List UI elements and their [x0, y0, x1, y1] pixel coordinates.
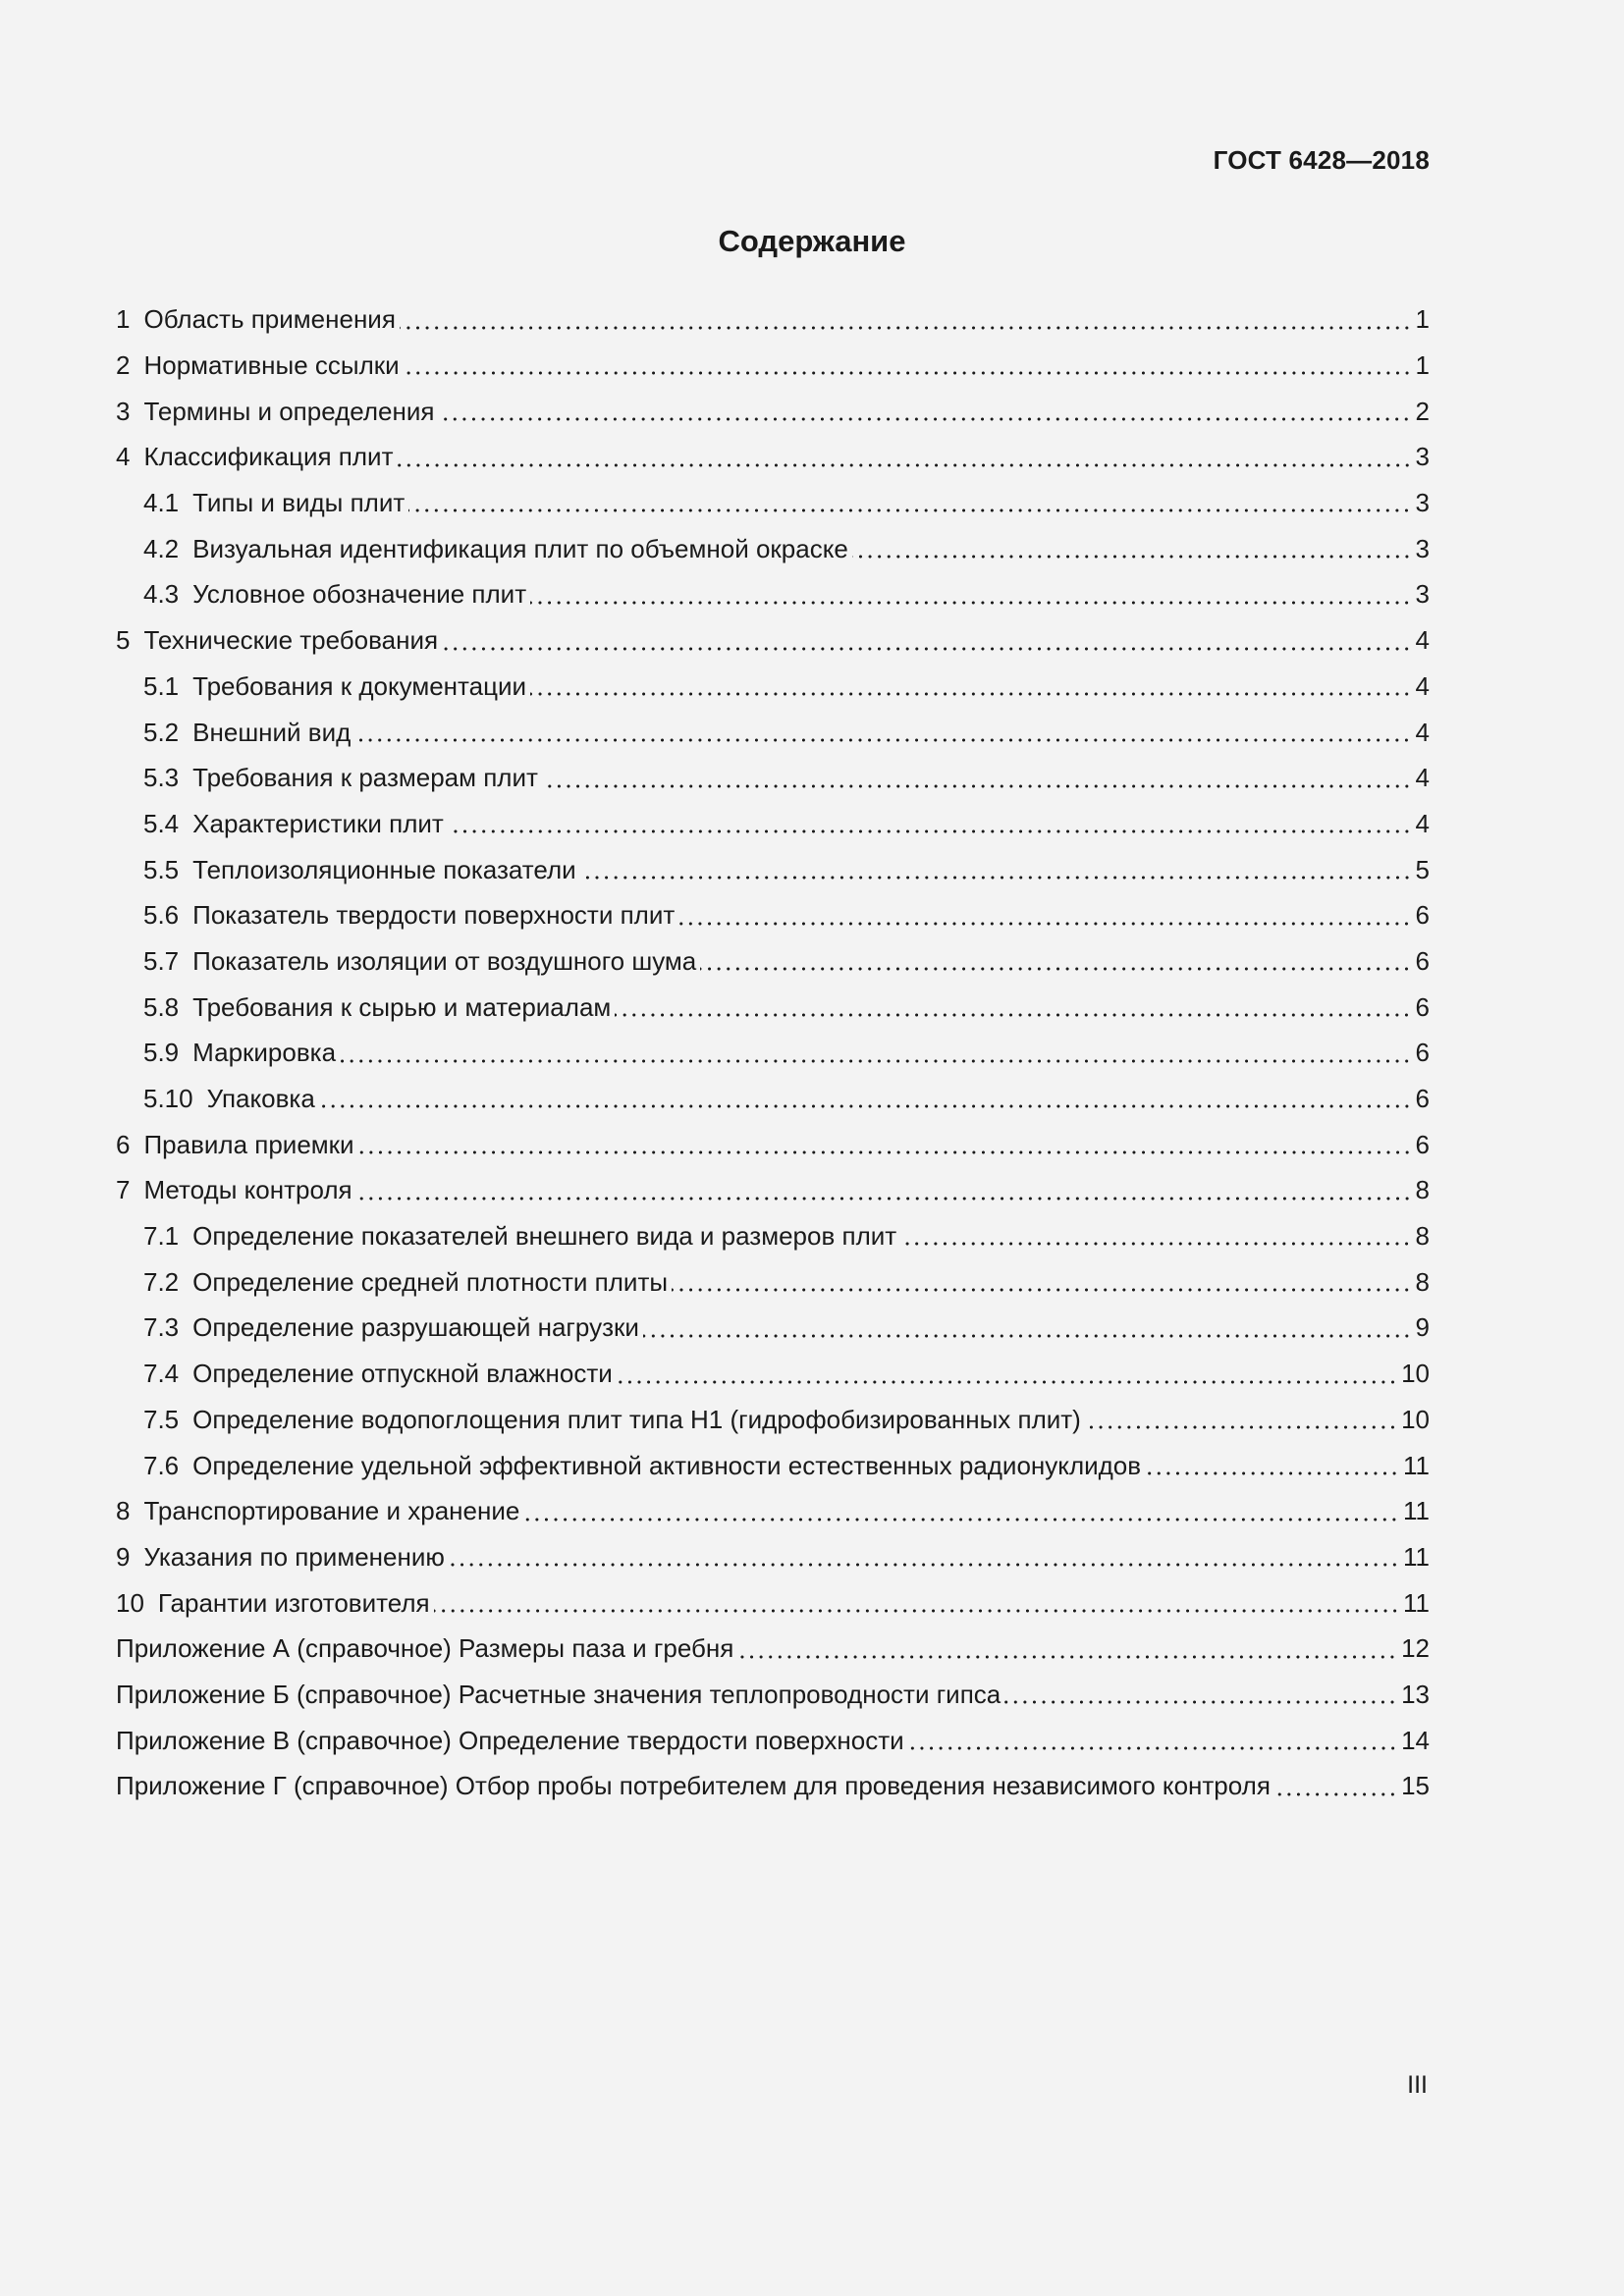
- toc-entry-page: 5: [1415, 854, 1430, 884]
- toc-entry-number: 7.1: [143, 1221, 180, 1252]
- toc-entry-page: 6: [1415, 900, 1430, 931]
- toc-entry: [116, 664, 1430, 710]
- toc-entry-label: Правила приемки: [143, 1129, 354, 1159]
- toc-entry-page: 1: [1415, 350, 1430, 381]
- dot-leader: [340, 1059, 1411, 1063]
- toc-entry: [116, 571, 1430, 617]
- dot-leader: [442, 647, 1411, 651]
- toc-entry-label: Методы контроля: [143, 1175, 352, 1205]
- toc-entry: [116, 1213, 1430, 1259]
- toc-entry-label: Нормативные ссылки: [143, 350, 400, 381]
- dot-leader: [737, 1655, 1397, 1659]
- toc-entry-page: 8: [1415, 1266, 1430, 1297]
- toc-entry-number: 5.8: [143, 991, 180, 1022]
- toc-entry-page: 10: [1401, 1359, 1430, 1389]
- toc-entry-page: 13: [1401, 1679, 1430, 1709]
- toc-entry-number: 3: [116, 396, 131, 426]
- toc-entry-page: 4: [1415, 670, 1430, 701]
- toc-entry-number: 5.3: [143, 763, 180, 793]
- toc-entry: [116, 709, 1430, 755]
- dot-leader: [1004, 1700, 1397, 1704]
- toc-entry-label: Приложение А (справочное) Размеры паза и гребня: [116, 1633, 734, 1664]
- toc-entry: [116, 480, 1430, 526]
- toc-entry-number: 5.7: [143, 945, 180, 976]
- toc-entry-page: 10: [1401, 1404, 1430, 1434]
- toc-entry-label: Требования к сырью и материалам: [192, 991, 612, 1022]
- toc-entry-number: 4.1: [143, 488, 180, 518]
- toc-entry-label: Термины и определения: [143, 396, 435, 426]
- toc-entry-label: Технические требования: [143, 625, 439, 656]
- toc-entry-page: 1: [1415, 304, 1430, 335]
- toc-entry-number: 4: [116, 442, 131, 472]
- dot-leader: [900, 1242, 1411, 1246]
- toc-entry-page: 3: [1415, 579, 1430, 610]
- toc-entry: [116, 892, 1430, 938]
- dot-leader: [354, 738, 1411, 742]
- toc-entry: [116, 1030, 1430, 1076]
- toc-entry-label: Определение разрушающей нагрузки: [192, 1312, 639, 1343]
- toc-entry-number: 7.5: [143, 1404, 180, 1434]
- toc-entry: [116, 1717, 1430, 1763]
- toc-entry-page: 3: [1415, 533, 1430, 563]
- dot-leader: [523, 1518, 1399, 1522]
- dot-leader: [438, 417, 1411, 421]
- toc-entry: [116, 434, 1430, 480]
- dot-leader: [678, 922, 1411, 926]
- dot-leader: [852, 555, 1412, 559]
- toc-entry-label: Упаковка: [206, 1084, 315, 1114]
- toc-entry-label: Характеристики плит: [192, 808, 444, 838]
- dot-leader: [449, 1563, 1399, 1567]
- toc-entry-label: Область применения: [143, 304, 396, 335]
- dot-leader: [434, 1609, 1399, 1613]
- toc-entry-label: Показатель твердости поверхности плит: [192, 900, 676, 931]
- toc-entry-label: Определение показателей внешнего вида и размеров плит: [192, 1221, 897, 1252]
- dot-leader: [617, 1380, 1397, 1384]
- toc-entry-number: 10: [116, 1587, 144, 1618]
- dot-leader: [400, 326, 1412, 330]
- dot-leader: [908, 1746, 1397, 1750]
- toc-entry-label: Маркировка: [192, 1038, 337, 1068]
- toc-entry: [116, 1534, 1430, 1580]
- toc-entry-page: 6: [1415, 945, 1430, 976]
- toc-entry-page: 6: [1415, 1084, 1430, 1114]
- dot-leader: [530, 601, 1411, 605]
- toc-entry-page: 3: [1415, 442, 1430, 472]
- toc-entry: [116, 1763, 1430, 1809]
- toc-entry-page: 15: [1401, 1771, 1430, 1801]
- toc-entry-label: Гарантии изготовителя: [157, 1587, 430, 1618]
- toc-entry-number: 7.4: [143, 1359, 180, 1389]
- page-title: Содержание: [718, 224, 906, 258]
- toc-entry: [116, 617, 1430, 664]
- toc-entry-number: 5.1: [143, 670, 180, 701]
- toc-entry-label: Указания по применению: [143, 1541, 445, 1572]
- toc-entry-page: 4: [1415, 763, 1430, 793]
- dot-leader: [448, 829, 1412, 833]
- dot-leader: [615, 1013, 1411, 1017]
- toc-entry: [116, 1579, 1430, 1626]
- toc-entry-page: 6: [1415, 1129, 1430, 1159]
- toc-entry-label: Определение отпускной влажности: [192, 1359, 613, 1389]
- toc-entry-label: Определение водопоглощения плит типа Н1 (гидрофобизированных плит): [192, 1404, 1081, 1434]
- toc-entry-label: Определение удельной эффективной активности естественных радионуклидов: [192, 1450, 1142, 1480]
- dot-leader: [1274, 1792, 1397, 1796]
- toc-entry-number: 9: [116, 1541, 131, 1572]
- toc-entry-page: 4: [1415, 625, 1430, 656]
- toc-entry-page: 11: [1403, 1587, 1430, 1618]
- toc-entry-number: 6: [116, 1129, 131, 1159]
- toc-entry: [116, 1672, 1430, 1718]
- toc-entry-label: Классификация плит: [143, 442, 394, 472]
- toc-entry: [116, 343, 1430, 389]
- toc-entry-label: Приложение В (справочное) Определение твердости поверхности: [116, 1725, 904, 1755]
- toc-entry: [116, 1351, 1430, 1397]
- toc-entry: [116, 1076, 1430, 1122]
- toc-entry-page: 8: [1415, 1221, 1430, 1252]
- toc-entry-page: 4: [1415, 717, 1430, 747]
- toc-entry-page: 3: [1415, 488, 1430, 518]
- toc-entry-page: 11: [1403, 1496, 1430, 1526]
- toc-entry-number: 2: [116, 350, 131, 381]
- toc-entry: [116, 1626, 1430, 1672]
- toc-entry: [116, 1397, 1430, 1443]
- toc-entry: [116, 1305, 1430, 1351]
- toc-entry-number: 7.6: [143, 1450, 180, 1480]
- toc-entry: [116, 984, 1430, 1030]
- toc-entry-number: 5.4: [143, 808, 180, 838]
- toc-entry-page: 2: [1415, 396, 1430, 426]
- dot-leader: [700, 967, 1411, 971]
- dot-leader: [319, 1104, 1412, 1108]
- toc-entry-page: 11: [1403, 1450, 1430, 1480]
- table-of-contents: [116, 296, 1430, 1809]
- toc-entry-page: 6: [1415, 1038, 1430, 1068]
- toc-entry: [116, 938, 1430, 985]
- toc-entry: [116, 1121, 1430, 1167]
- dot-leader: [1145, 1471, 1399, 1475]
- dot-leader: [672, 1288, 1411, 1292]
- dot-leader: [356, 1197, 1412, 1201]
- toc-entry-number: 7.2: [143, 1266, 180, 1297]
- toc-entry: [116, 846, 1430, 892]
- toc-entry-number: 1: [116, 304, 131, 335]
- toc-entry-label: Требования к размерам плит: [192, 763, 538, 793]
- toc-entry-page: 8: [1415, 1175, 1430, 1205]
- toc-entry: [116, 801, 1430, 847]
- toc-entry-label: Условное обозначение плит: [192, 579, 527, 610]
- page-number: III: [1407, 2071, 1428, 2099]
- toc-entry-label: Типы и виды плит: [192, 488, 406, 518]
- toc-entry-page: 11: [1403, 1541, 1430, 1572]
- toc-entry-number: 5.6: [143, 900, 180, 931]
- toc-entry: [116, 1167, 1430, 1213]
- toc-entry-page: 4: [1415, 808, 1430, 838]
- toc-entry-number: 4.3: [143, 579, 180, 610]
- toc-entry: [116, 1488, 1430, 1534]
- toc-entry-number: 7: [116, 1175, 131, 1205]
- toc-entry-number: 5.5: [143, 854, 180, 884]
- toc-entry-label: Требования к документации: [192, 670, 527, 701]
- toc-entry-page: 9: [1415, 1312, 1430, 1343]
- toc-entry-page: 6: [1415, 991, 1430, 1022]
- dot-leader: [358, 1150, 1412, 1154]
- toc-entry-number: 5.10: [143, 1084, 193, 1114]
- toc-entry-number: 7.3: [143, 1312, 180, 1343]
- dot-leader: [542, 784, 1412, 788]
- toc-entry: [116, 525, 1430, 571]
- toc-entry-label: Приложение Б (справочное) Расчетные значения теплопроводности гипса: [116, 1679, 1001, 1709]
- toc-entry-number: 5.9: [143, 1038, 180, 1068]
- toc-entry-label: Теплоизоляционные показатели: [192, 854, 576, 884]
- toc-entry-label: Визуальная идентификация плит по объемной окраске: [192, 533, 848, 563]
- dot-leader: [643, 1334, 1412, 1338]
- dot-leader: [1085, 1425, 1397, 1429]
- toc-entry: [116, 755, 1430, 801]
- toc-entry-page: 14: [1401, 1725, 1430, 1755]
- dot-leader: [530, 692, 1411, 696]
- toc-entry-label: Транспортирование и хранение: [143, 1496, 520, 1526]
- toc-entry: [116, 388, 1430, 434]
- toc-entry-label: Приложение Г (справочное) Отбор пробы потребителем для проведения независимого контроля: [116, 1771, 1271, 1801]
- toc-entry-number: 4.2: [143, 533, 180, 563]
- toc-entry: [116, 296, 1430, 343]
- toc-entry-number: 5: [116, 625, 131, 656]
- dot-leader: [398, 463, 1412, 467]
- toc-entry-label: Внешний вид: [192, 717, 352, 747]
- dot-leader: [404, 371, 1412, 375]
- toc-entry-page: 12: [1401, 1633, 1430, 1664]
- toc-entry-label: Определение средней плотности плиты: [192, 1266, 669, 1297]
- toc-entry-number: 8: [116, 1496, 131, 1526]
- toc-entry: [116, 1442, 1430, 1488]
- document-code: ГОСТ 6428—2018: [1213, 145, 1430, 175]
- toc-entry-label: Показатель изоляции от воздушного шума: [192, 945, 697, 976]
- dot-leader: [580, 876, 1412, 880]
- toc-entry-number: 5.2: [143, 717, 180, 747]
- toc-entry: [116, 1258, 1430, 1305]
- dot-leader: [408, 508, 1411, 512]
